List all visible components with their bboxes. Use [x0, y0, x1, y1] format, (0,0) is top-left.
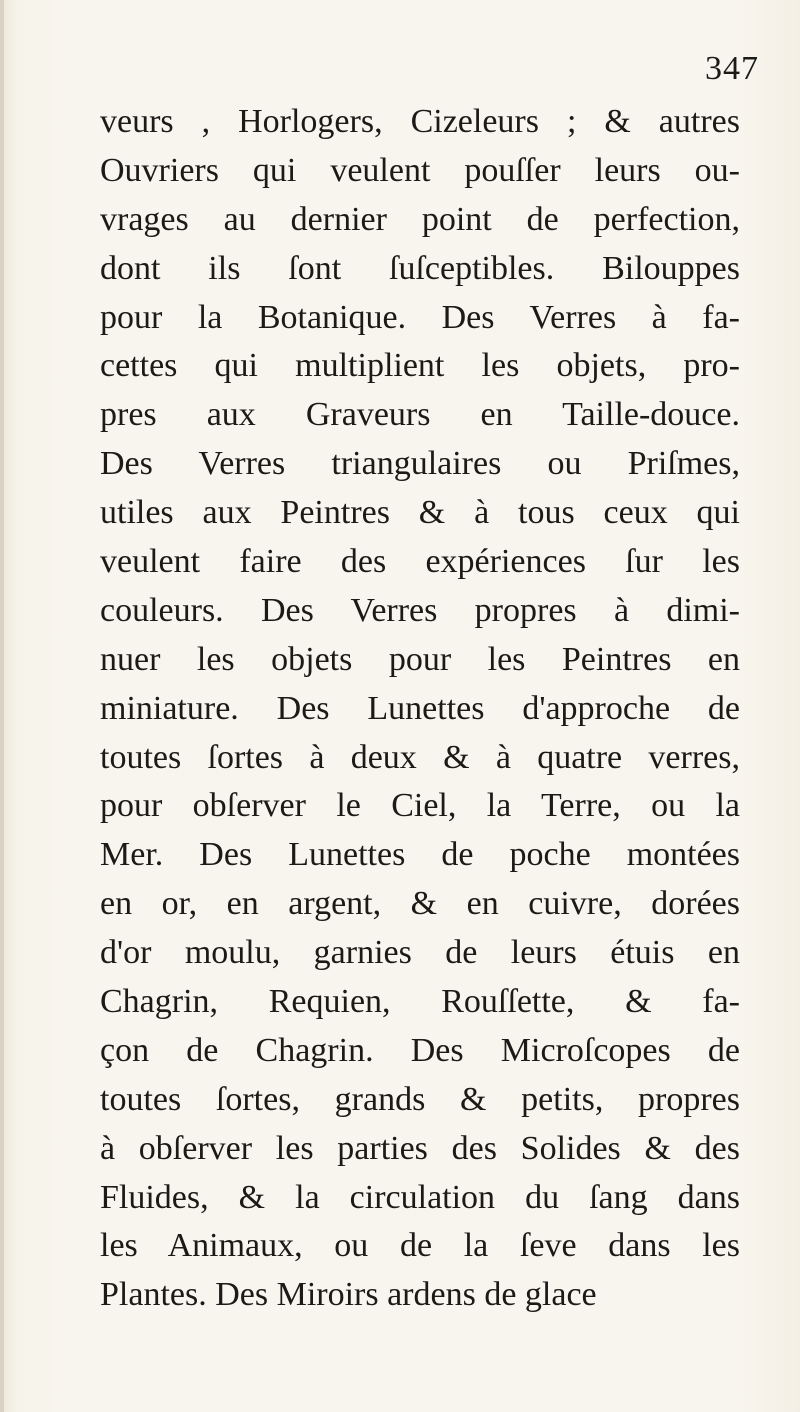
text-line: utiles aux Peintres & à tous ceux qui: [100, 494, 740, 532]
text-line: pour la Botanique. Des Verres à fa-: [100, 298, 740, 336]
text-line: Fluides, & la circulation du ſang dans: [100, 1178, 740, 1216]
text-line: dont ils ſont ſuſceptibles. Bilouppes: [100, 249, 740, 287]
page-number: 347: [705, 50, 759, 87]
text-line: Ouvriers qui veulent pouſſer leurs ou-: [100, 151, 740, 189]
text-line: pour obſerver le Ciel, la Terre, ou la: [100, 787, 740, 825]
text-line: à obſerver les parties des Solides & des: [100, 1129, 740, 1167]
text-line: pres aux Graveurs en Taille-douce.: [100, 396, 740, 434]
text-line: veurs , Horlogers, Cizeleurs ; & autres: [100, 103, 740, 140]
text-line: Mer. Des Lunettes de poche montées: [100, 836, 740, 874]
text-line: en or, en argent, & en cuivre, dorées: [100, 885, 740, 923]
text-line: miniature. Des Lunettes d'approche de: [100, 689, 740, 727]
text-line: cettes qui multiplient les objets, pro-: [100, 347, 740, 385]
text-line: d'or moulu, garnies de leurs étuis en: [100, 934, 740, 972]
text-line: vrages au dernier point de perfection,: [100, 200, 740, 238]
text-line: Des Verres triangulaires ou Priſmes,: [100, 445, 740, 483]
text-line: couleurs. Des Verres propres à dimi-: [100, 591, 740, 629]
text-line: nuer les objets pour les Peintres en: [100, 640, 740, 678]
text-line: çon de Chagrin. Des Microſcopes de: [100, 1031, 740, 1069]
text-line: veulent faire des expériences ſur les: [100, 543, 740, 581]
text-line: toutes ſortes à deux & à quatre verres,: [100, 738, 740, 776]
text-line: les Animaux, ou de la ſeve dans les: [100, 1227, 740, 1265]
text-line: toutes ſortes, grands & petits, propres: [100, 1080, 740, 1118]
body-text: [100, 98, 740, 1320]
text-line: Plantes. Des Miroirs ardens de glace: [100, 1276, 597, 1314]
page-edge: [0, 0, 4, 1412]
text-line: Chagrin, Requien, Rouſſette, & fa-: [100, 983, 740, 1021]
